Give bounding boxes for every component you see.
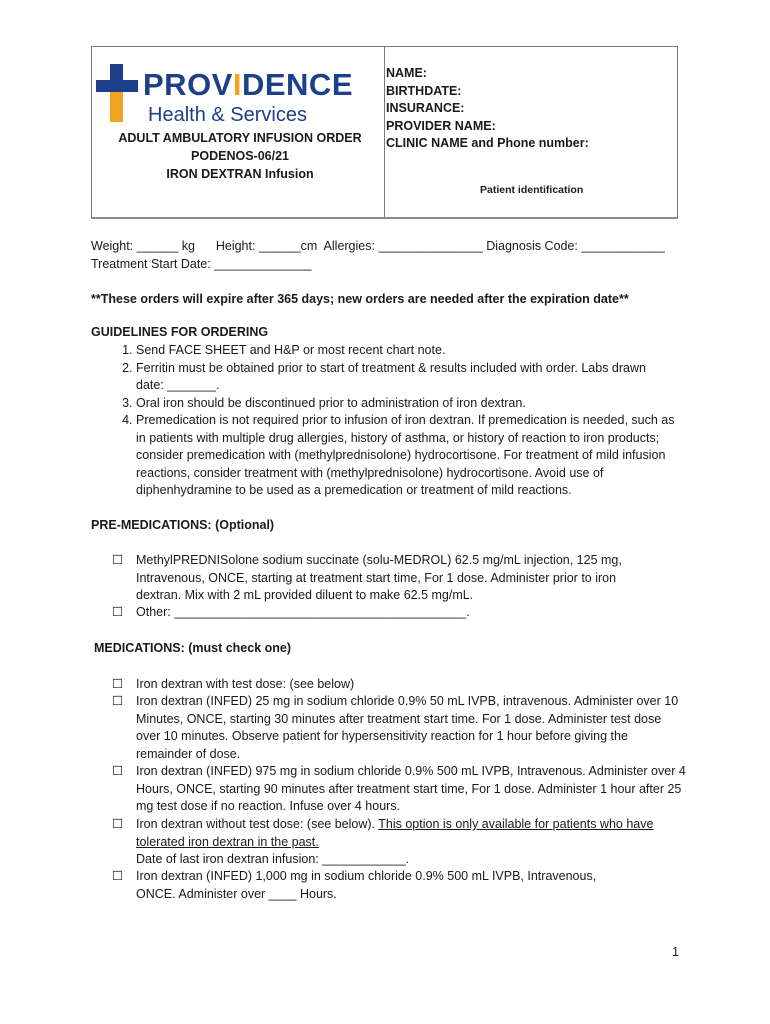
guidelines-list xyxy=(91,342,676,500)
field-name: NAME: xyxy=(386,66,427,80)
start-date-line: Treatment Start Date: ______________ xyxy=(91,257,312,271)
premed-text-2: Other: __________________________________________. xyxy=(136,605,470,619)
med-checkbox-1[interactable]: ☐ xyxy=(112,677,124,691)
guidelines-heading: GUIDELINES FOR ORDERING xyxy=(91,325,269,339)
logo-wordmark: PROVIDENCE xyxy=(143,67,353,102)
order-code: PODENOS-06/21 xyxy=(191,149,289,163)
header-bottom-rule xyxy=(91,217,678,219)
med-checkbox-4[interactable]: ☐ xyxy=(112,817,124,831)
premeds-heading: PRE-MEDICATIONS: (Optional) xyxy=(91,518,275,532)
patient-fields xyxy=(386,65,589,153)
providence-logo xyxy=(96,64,386,128)
med-text-3: Iron dextran (INFED) 975 mg in sodium chloride 0.9% 500 mL IVPB, Intravenous. Administer over 4 Hours, ONCE, starting 90 minutes after treatment start time, For 1 dose. Administer 1 hour after 25 mg test dose if no reaction. Infuse over 4 hours. xyxy=(136,764,686,813)
medications-heading: MEDICATIONS: (must check one) xyxy=(94,641,292,655)
logo-subtitle: Health & Services xyxy=(148,104,307,126)
field-birthdate: BIRTHDATE: xyxy=(386,83,462,98)
guideline-item: 2. Ferritin must be obtained prior to start of treatment & results included with order. Labs drawn date: _______. xyxy=(136,360,676,395)
med-checkbox-3[interactable]: ☐ xyxy=(112,764,124,778)
med-text-2: Iron dextran (INFED) 25 mg in sodium chloride 0.9% 50 mL IVPB, intravenous. Administer over 10 Minutes, ONCE, starting 30 minutes after treatment start time. For 1 dose. Administer test dose over 10 minutes. Observe patient for hypersensitivity reaction for 1 hour before giving the remainder of dose. xyxy=(136,694,679,761)
vitals-line: Weight: ______ kg Height: ______cm Allergies: _______________ Diagnosis Code: ____________ xyxy=(91,239,665,253)
med-text-1: Iron dextran with test dose: (see below) xyxy=(136,677,355,691)
page-number: 1 xyxy=(672,945,679,959)
med-text-5: Iron dextran (INFED) 1,000 mg in sodium chloride 0.9% 500 mL IVPB, Intravenous, ONCE. Administer over ____ Hours. xyxy=(136,869,597,901)
patient-id-label: Patient identification xyxy=(480,184,584,196)
premed-text-1: MethylPREDNISolone sodium succinate (solu-MEDROL) 62.5 mg/mL injection, 125 mg, Intravenous, ONCE, starting at treatment start time, For 1 dose. Administer prior to iron dextran. Mix with 2 mL provided diluent to make 62.5 mg/mL. xyxy=(136,553,622,602)
field-clinic: CLINIC NAME and Phone number: xyxy=(386,136,589,150)
expiry-notice: **These orders will expire after 365 days; new orders are needed after the expiration date** xyxy=(91,292,629,306)
med-checkbox-5[interactable]: ☐ xyxy=(112,869,124,883)
med-text-4 xyxy=(136,816,681,869)
field-provider: PROVIDER NAME: xyxy=(386,118,496,133)
med-text-4-note: This option is only available for patients who have tolerated iron dextran in the past. xyxy=(136,817,654,849)
guideline-item: 3. Oral iron should be discontinued prior to administration of iron dextran. xyxy=(136,395,676,413)
med-checkbox-2[interactable]: ☐ xyxy=(112,694,124,708)
cross-icon xyxy=(96,64,140,122)
order-title: ADULT AMBULATORY INFUSION ORDER xyxy=(118,131,362,145)
guideline-item: 1. Send FACE SHEET and H&P or most recent chart note. xyxy=(136,342,676,360)
premed-checkbox-1[interactable]: ☐ xyxy=(112,553,124,567)
med-text-4-lead: Iron dextran without test dose: (see below). xyxy=(136,817,379,831)
field-insurance: INSURANCE: xyxy=(386,101,465,115)
last-infusion-date: Date of last iron dextran infusion: ____________. xyxy=(136,852,410,866)
premed-checkbox-2[interactable]: ☐ xyxy=(112,605,124,619)
order-name: IRON DEXTRAN Infusion xyxy=(166,167,314,181)
guideline-item: 4. Premedication is not required prior to infusion of iron dextran. If premedication is needed, such as in patients with multiple drug allergies, history of asthma, or history of reaction to iron products; consider premedication with (methylprednisolone) hydrocortisone. For treatment of mild infusion reactions, consider treatment with (methylprednisolone) hydrocortisone. Avoid use of diphenhydramine to be used as a premedication or treatment of mild reactions. xyxy=(136,412,676,500)
